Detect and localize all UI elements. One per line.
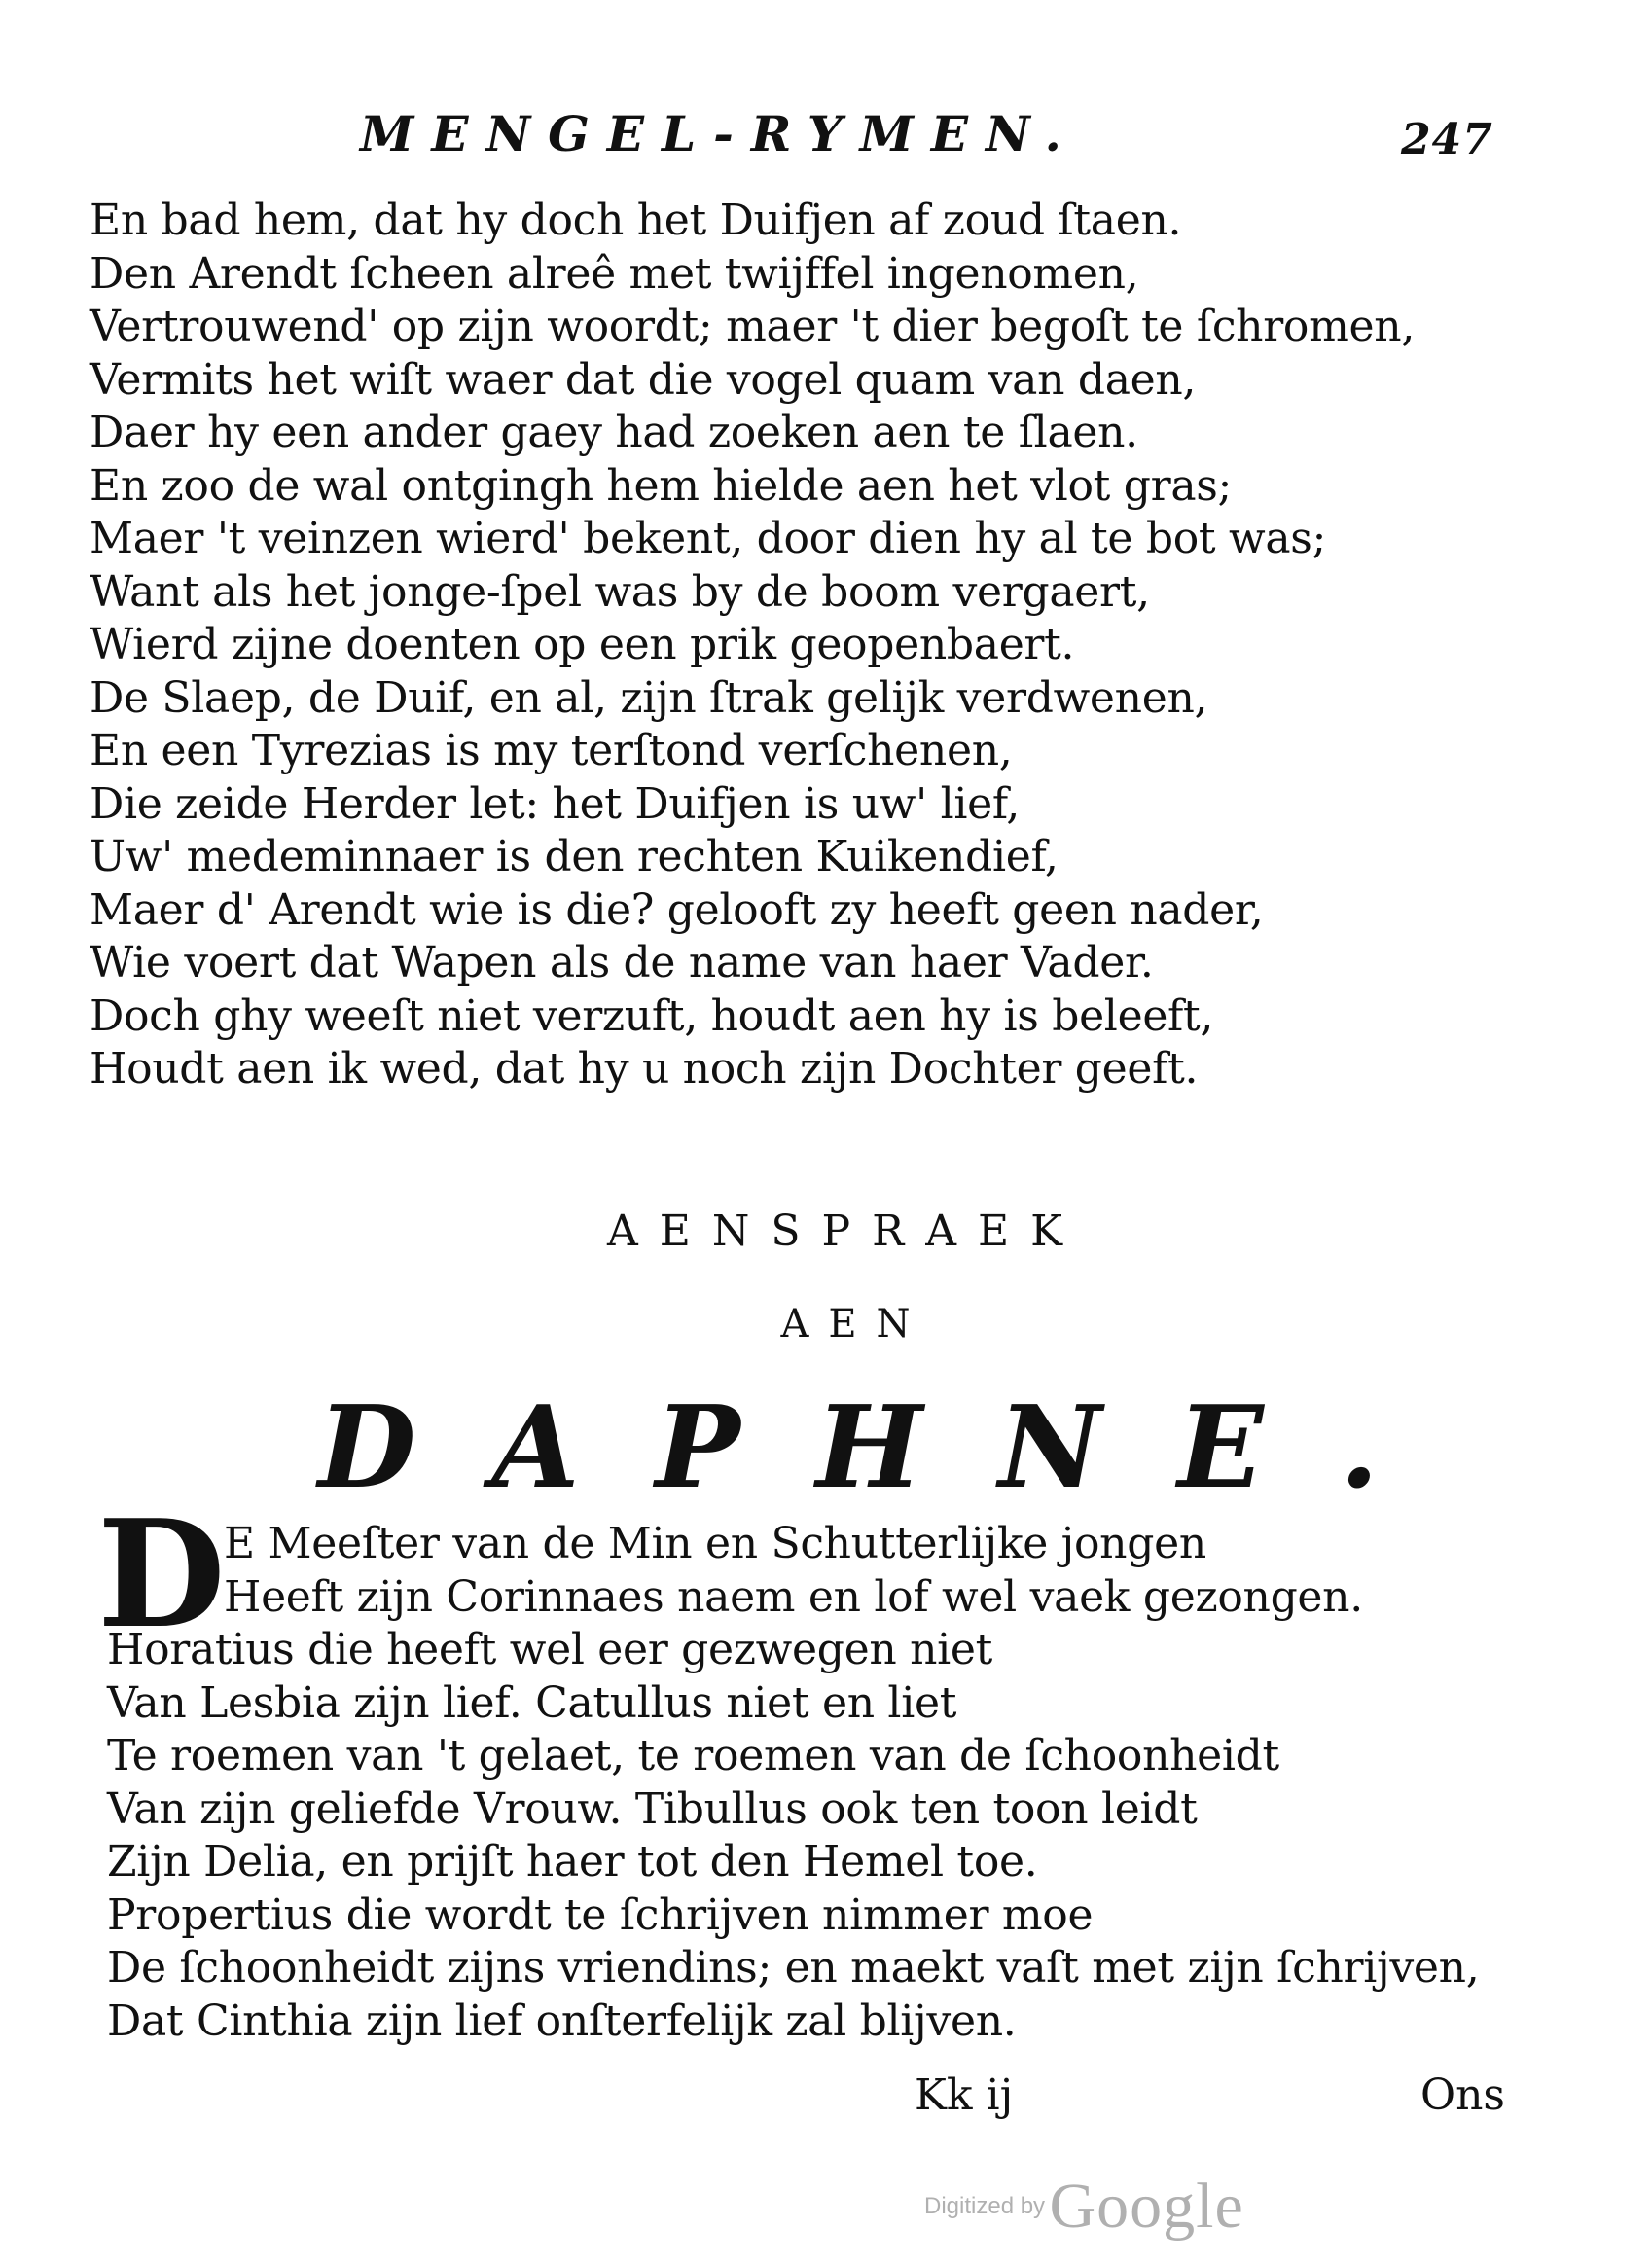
poem-line: Propertius die wordt te ſchrijven nimmer moe [107, 1889, 1094, 1940]
watermark-brand: Google [1049, 2171, 1244, 2242]
poem-line: Doch ghy weeſt niet verzuft, houdt aen hy is beleeft, [90, 990, 1214, 1041]
poem-line: Maer 't veinzen wierd' bekent, door dien hy al te bot was; [90, 514, 1327, 563]
poem-line: Maer d' Arendt wie is die? gelooft zy heeft geen nader, [90, 884, 1264, 935]
poem-line: Want als het jonge-ſpel was by de boom vergaert, [90, 566, 1150, 617]
poem-line: Wie voert dat Wapen als de name van haer Vader. [90, 938, 1154, 988]
poem-line: Die zeide Herder let: het Duifjen is uw' lief, [90, 778, 1020, 829]
poem-line: Wierd zijne doenten op een prik geopenbaert. [90, 620, 1075, 669]
section-title-line1: AENSPRAEK [606, 1206, 1085, 1256]
poem-line: En een Tyrezias is my terſtond verſchenen, [90, 726, 1013, 775]
poem-line: E Meeſter van de Min en Schutterlijke jongen [224, 1519, 1206, 1568]
poem-line: Van zijn geliefde Vrouw. Tibullus ook ten toon leidt [107, 1783, 1198, 1834]
poem-line: Houdt aen ik wed, dat hy u noch zijn Dochter geeft. [90, 1044, 1199, 1094]
poem-line: De ſchoonheidt zijns vriendins; en maekt vaſt met zijn ſchrijven, [107, 1943, 1480, 1993]
digitization-watermark [924, 2170, 1244, 2244]
poem-line: Horatius die heeft wel eer gezwegen niet [107, 1625, 993, 1674]
poem-line: Uw' medeminnaer is den rechten Kuikendief, [90, 832, 1059, 881]
page-number: 247 [1401, 115, 1493, 164]
poem-line: Dat Cinthia zijn lief onſterfelijk zal blijven. [107, 1995, 1017, 2046]
poem-line: De Slaep, de Duif, en al, zijn ſtrak gelijk verdwenen, [90, 672, 1208, 723]
poem-bottom [107, 1518, 1518, 2048]
poem-line: En bad hem, dat hy doch het Duifjen af zoud ſtaen. [90, 196, 1182, 245]
drop-cap: D [97, 1487, 226, 1661]
poem-line: Den Arendt ſcheen alreê met twijffel ingenomen, [90, 248, 1139, 299]
poem-top [90, 195, 1452, 1097]
poem-line: Daer hy een ander gaey had zoeken aen te ſlaen. [90, 408, 1138, 457]
poem-line: Van Lesbia zijn lief. Catullus niet en liet [107, 1677, 957, 1728]
poem-line: Zijn Delia, en prijſt haer tot den Hemel toe. [107, 1837, 1038, 1887]
running-title: MENGEL-RYMEN. [360, 105, 1079, 162]
poem-line: Te roemen van 't gelaet, te roemen van de ſchoonheidt [107, 1731, 1279, 1780]
catchword: Ons [1420, 2070, 1505, 2120]
watermark-prefix: Digitized by [924, 2193, 1046, 2219]
section-title-line2: AEN [780, 1302, 930, 1347]
poem-line: Vertrouwend' op zijn woordt; maer 't dier begoſt te ſchromen, [90, 302, 1416, 351]
section-title-line3: DAPHNE. [317, 1382, 1455, 1514]
poem-line: Heeft zijn Corinnaes naem en lof wel vaek gezongen. [224, 1571, 1363, 1622]
signature-mark: Kk ij [915, 2070, 1014, 2120]
poem-line: En zoo de wal ontgingh hem hielde aen het vlot gras; [90, 460, 1233, 511]
poem-line: Vermits het wiſt waer dat die vogel quam van daen, [90, 354, 1197, 405]
